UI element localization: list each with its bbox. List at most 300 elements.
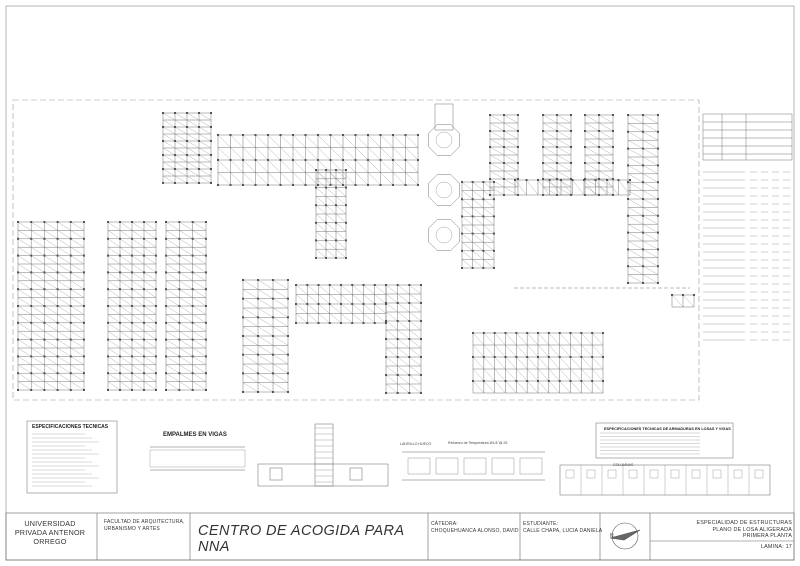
column-mark bbox=[549, 179, 551, 181]
column-mark bbox=[119, 255, 121, 257]
sheet-number: LAMINA: 17 bbox=[760, 544, 792, 550]
column-section-icon bbox=[650, 470, 658, 478]
slab-panel bbox=[671, 294, 695, 307]
hollow-brick bbox=[408, 458, 430, 474]
column-mark bbox=[461, 215, 463, 217]
column-mark bbox=[186, 126, 188, 128]
column-mark bbox=[325, 257, 327, 259]
column-mark bbox=[143, 271, 145, 273]
column-mark bbox=[155, 355, 157, 357]
inner-border bbox=[13, 100, 699, 400]
column-mark bbox=[472, 356, 474, 358]
column-mark bbox=[472, 332, 474, 334]
column-mark bbox=[43, 355, 45, 357]
column-mark bbox=[217, 184, 219, 186]
column-mark bbox=[43, 305, 45, 307]
column-mark bbox=[30, 355, 32, 357]
hollow-brick bbox=[436, 458, 458, 474]
column-mark bbox=[556, 162, 558, 164]
column-mark bbox=[483, 332, 485, 334]
column-mark bbox=[17, 255, 19, 257]
column-mark bbox=[119, 355, 121, 357]
column-mark bbox=[570, 380, 572, 382]
column-mark bbox=[178, 288, 180, 290]
column-mark bbox=[627, 215, 629, 217]
column-mark bbox=[385, 356, 387, 358]
column-mark bbox=[618, 179, 620, 181]
column-mark bbox=[165, 271, 167, 273]
column-mark bbox=[580, 356, 582, 358]
column-mark bbox=[192, 322, 194, 324]
column-mark bbox=[17, 372, 19, 374]
column-mark bbox=[192, 271, 194, 273]
catedra-label: CÁTEDRA: bbox=[431, 521, 458, 527]
slab-panel bbox=[162, 112, 212, 184]
column-mark bbox=[192, 389, 194, 391]
column-mark bbox=[257, 316, 259, 318]
column-mark bbox=[355, 159, 357, 161]
column-section-icon bbox=[755, 470, 763, 478]
column-mark bbox=[580, 332, 582, 334]
sheet-border bbox=[6, 6, 794, 560]
column-mark bbox=[517, 146, 519, 148]
column-mark bbox=[657, 215, 659, 217]
column-mark bbox=[267, 159, 269, 161]
column-mark bbox=[165, 288, 167, 290]
column-mark bbox=[205, 288, 207, 290]
column-mark bbox=[657, 164, 659, 166]
column-mark bbox=[397, 284, 399, 286]
column-mark bbox=[155, 288, 157, 290]
column-mark bbox=[408, 302, 410, 304]
column-mark bbox=[315, 257, 317, 259]
slab-panel bbox=[17, 221, 85, 391]
column-mark bbox=[315, 204, 317, 206]
specialty-block bbox=[656, 520, 792, 540]
column-mark bbox=[70, 238, 72, 240]
hollow-brick bbox=[520, 458, 542, 474]
column-mark bbox=[317, 134, 319, 136]
column-mark bbox=[305, 184, 307, 186]
column-mark bbox=[598, 162, 600, 164]
column-mark bbox=[330, 159, 332, 161]
column-mark bbox=[598, 146, 600, 148]
column-mark bbox=[178, 355, 180, 357]
column-mark bbox=[380, 184, 382, 186]
column-mark bbox=[629, 179, 631, 181]
column-mark bbox=[572, 179, 574, 181]
column-mark bbox=[342, 134, 344, 136]
university-name: UNIVERSIDAD PRIVADA ANTENOR ORREGO bbox=[14, 519, 86, 546]
column-mark bbox=[83, 372, 85, 374]
column-mark bbox=[143, 288, 145, 290]
column-mark bbox=[482, 267, 484, 269]
column-mark bbox=[192, 339, 194, 341]
column-mark bbox=[162, 126, 164, 128]
column-mark bbox=[420, 392, 422, 394]
column-mark bbox=[325, 222, 327, 224]
column-mark bbox=[257, 298, 259, 300]
column-mark bbox=[374, 322, 376, 324]
column-mark bbox=[155, 238, 157, 240]
column-mark bbox=[315, 169, 317, 171]
column-mark bbox=[318, 284, 320, 286]
column-mark bbox=[119, 322, 121, 324]
column-mark bbox=[143, 238, 145, 240]
column-mark bbox=[548, 332, 550, 334]
column-mark bbox=[242, 279, 244, 281]
column-mark bbox=[198, 168, 200, 170]
column-mark bbox=[257, 354, 259, 356]
column-mark bbox=[267, 134, 269, 136]
column-mark bbox=[17, 305, 19, 307]
column-mark bbox=[598, 178, 600, 180]
column-mark bbox=[295, 284, 297, 286]
column-mark bbox=[174, 112, 176, 114]
column-mark bbox=[612, 146, 614, 148]
column-mark bbox=[165, 389, 167, 391]
column-mark bbox=[380, 159, 382, 161]
column-mark bbox=[517, 114, 519, 116]
hollow-brick bbox=[464, 458, 486, 474]
column-mark bbox=[210, 168, 212, 170]
column-mark bbox=[537, 356, 539, 358]
column-mark bbox=[461, 250, 463, 252]
column-mark bbox=[155, 221, 157, 223]
column-mark bbox=[505, 332, 507, 334]
column-mark bbox=[355, 184, 357, 186]
column-mark bbox=[217, 134, 219, 136]
column-mark bbox=[318, 303, 320, 305]
column-mark bbox=[192, 305, 194, 307]
column-mark bbox=[143, 339, 145, 341]
column-mark bbox=[385, 320, 387, 322]
column-mark bbox=[385, 338, 387, 340]
column-mark bbox=[417, 159, 419, 161]
column-mark bbox=[242, 159, 244, 161]
column-mark bbox=[472, 250, 474, 252]
column-mark bbox=[43, 255, 45, 257]
column-mark bbox=[43, 238, 45, 240]
column-mark bbox=[397, 392, 399, 394]
column-mark bbox=[198, 154, 200, 156]
column-mark bbox=[280, 159, 282, 161]
column-mark bbox=[584, 114, 586, 116]
column-mark bbox=[287, 372, 289, 374]
column-mark bbox=[405, 184, 407, 186]
temp-rebar-label: Refuerzo de Temperatura Ø1/4"@.25 bbox=[448, 441, 508, 445]
column-mark bbox=[472, 198, 474, 200]
column-mark bbox=[257, 372, 259, 374]
column-mark bbox=[517, 162, 519, 164]
column-section-icon bbox=[629, 470, 637, 478]
column-mark bbox=[57, 355, 59, 357]
column-mark bbox=[570, 332, 572, 334]
column-mark bbox=[503, 114, 505, 116]
column-mark bbox=[392, 159, 394, 161]
column-mark bbox=[242, 354, 244, 356]
column-mark bbox=[57, 271, 59, 273]
column-mark bbox=[192, 238, 194, 240]
column-mark bbox=[165, 238, 167, 240]
column-mark bbox=[192, 288, 194, 290]
column-mark bbox=[17, 221, 19, 223]
column-mark bbox=[17, 271, 19, 273]
column-mark bbox=[642, 181, 644, 183]
column-mark bbox=[57, 238, 59, 240]
column-mark bbox=[143, 221, 145, 223]
column-mark bbox=[345, 222, 347, 224]
column-mark bbox=[693, 294, 695, 296]
column-mark bbox=[70, 271, 72, 273]
column-mark bbox=[317, 184, 319, 186]
column-mark bbox=[30, 271, 32, 273]
column-mark bbox=[186, 140, 188, 142]
column-mark bbox=[489, 194, 491, 196]
column-mark bbox=[503, 194, 505, 196]
column-mark bbox=[119, 288, 121, 290]
column-mark bbox=[272, 354, 274, 356]
column-mark bbox=[570, 130, 572, 132]
column-mark bbox=[178, 372, 180, 374]
column-mark bbox=[392, 134, 394, 136]
column-mark bbox=[598, 130, 600, 132]
column-mark bbox=[417, 134, 419, 136]
column-mark bbox=[671, 294, 673, 296]
hollow-brick bbox=[492, 458, 514, 474]
column-mark bbox=[306, 303, 308, 305]
stair-core bbox=[428, 219, 459, 250]
column-mark bbox=[472, 215, 474, 217]
column-mark bbox=[657, 114, 659, 116]
column-mark bbox=[205, 355, 207, 357]
column-mark bbox=[272, 316, 274, 318]
column-mark bbox=[483, 380, 485, 382]
column-mark bbox=[70, 255, 72, 257]
column-mark bbox=[83, 238, 85, 240]
column-mark bbox=[560, 179, 562, 181]
column-mark bbox=[503, 162, 505, 164]
column-mark bbox=[329, 322, 331, 324]
column-mark bbox=[325, 169, 327, 171]
column-mark bbox=[345, 169, 347, 171]
student-value: CALLE CHAPA, LUCIA DANIELA bbox=[523, 527, 603, 534]
column-mark bbox=[657, 181, 659, 183]
column-mark bbox=[606, 179, 608, 181]
column-mark bbox=[83, 389, 85, 391]
column-mark bbox=[329, 284, 331, 286]
column-mark bbox=[119, 238, 121, 240]
column-section-icon bbox=[713, 470, 721, 478]
column-mark bbox=[345, 239, 347, 241]
column-mark bbox=[205, 238, 207, 240]
column-mark bbox=[178, 305, 180, 307]
column-mark bbox=[162, 182, 164, 184]
column-mark bbox=[143, 305, 145, 307]
column-mark bbox=[472, 267, 474, 269]
specs-right-title: ESPECIFICACIONES TECNICAS DE ARMADURAS EN LOSAS Y VIGAS bbox=[604, 427, 731, 431]
column-mark bbox=[595, 179, 597, 181]
column-mark bbox=[584, 130, 586, 132]
column-mark bbox=[627, 114, 629, 116]
column-mark bbox=[342, 159, 344, 161]
column-mark bbox=[230, 184, 232, 186]
column-mark bbox=[174, 140, 176, 142]
column-mark bbox=[119, 221, 121, 223]
column-mark bbox=[280, 184, 282, 186]
column-mark bbox=[351, 284, 353, 286]
column-mark bbox=[542, 114, 544, 116]
faculty-name: FACULTAD DE ARQUITECTURA, URBANISMO Y ARTES bbox=[104, 519, 185, 532]
column-mark bbox=[155, 255, 157, 257]
column-mark bbox=[482, 233, 484, 235]
column-mark bbox=[287, 279, 289, 281]
catedra-value: CHOQUEHUANCA ALONSO, DAVID bbox=[431, 527, 519, 534]
column-mark bbox=[57, 372, 59, 374]
column-mark bbox=[472, 233, 474, 235]
column-mark bbox=[230, 134, 232, 136]
column-mark bbox=[542, 162, 544, 164]
column-mark bbox=[363, 303, 365, 305]
column-mark bbox=[306, 322, 308, 324]
column-mark bbox=[351, 322, 353, 324]
column-mark bbox=[295, 303, 297, 305]
column-mark bbox=[70, 339, 72, 341]
column-mark bbox=[30, 238, 32, 240]
column-mark bbox=[242, 335, 244, 337]
column-table-title: COLUMNAS bbox=[613, 463, 634, 467]
column-mark bbox=[257, 335, 259, 337]
column-mark bbox=[583, 179, 585, 181]
column-mark bbox=[642, 232, 644, 234]
column-mark bbox=[155, 322, 157, 324]
column-mark bbox=[325, 239, 327, 241]
floor-name: PRIMERA PLANTA bbox=[742, 533, 792, 540]
column-mark bbox=[591, 380, 593, 382]
column-mark bbox=[642, 114, 644, 116]
column-mark bbox=[642, 148, 644, 150]
column-mark bbox=[367, 184, 369, 186]
column-section-icon bbox=[692, 470, 700, 478]
column-mark bbox=[420, 338, 422, 340]
column-mark bbox=[287, 335, 289, 337]
column-mark bbox=[83, 288, 85, 290]
column-mark bbox=[131, 238, 133, 240]
slab-panel bbox=[165, 221, 207, 391]
column-mark bbox=[255, 184, 257, 186]
column-mark bbox=[367, 159, 369, 161]
column-mark bbox=[17, 238, 19, 240]
column-mark bbox=[230, 159, 232, 161]
column-mark bbox=[119, 389, 121, 391]
column-mark bbox=[107, 305, 109, 307]
column-mark bbox=[143, 372, 145, 374]
column-mark bbox=[570, 114, 572, 116]
column-mark bbox=[482, 250, 484, 252]
column-mark bbox=[287, 298, 289, 300]
column-mark bbox=[514, 179, 516, 181]
column-mark bbox=[385, 302, 387, 304]
column-mark bbox=[205, 322, 207, 324]
column-mark bbox=[537, 332, 539, 334]
column-mark bbox=[131, 288, 133, 290]
column-mark bbox=[584, 162, 586, 164]
column-mark bbox=[119, 271, 121, 273]
column-mark bbox=[517, 178, 519, 180]
column-mark bbox=[612, 178, 614, 180]
specs-left-box bbox=[27, 421, 117, 493]
column-mark bbox=[335, 222, 337, 224]
column-mark bbox=[602, 356, 604, 358]
column-mark bbox=[70, 372, 72, 374]
catedra-block bbox=[431, 521, 519, 534]
column-mark bbox=[292, 134, 294, 136]
column-mark bbox=[119, 305, 121, 307]
column-mark bbox=[515, 380, 517, 382]
column-mark bbox=[345, 257, 347, 259]
stair-core bbox=[435, 104, 453, 130]
column-mark bbox=[30, 305, 32, 307]
column-mark bbox=[287, 316, 289, 318]
column-mark bbox=[315, 222, 317, 224]
column-mark bbox=[43, 339, 45, 341]
column-mark bbox=[405, 159, 407, 161]
column-mark bbox=[162, 140, 164, 142]
column-mark bbox=[83, 339, 85, 341]
column-mark bbox=[186, 112, 188, 114]
column-mark bbox=[374, 284, 376, 286]
column-mark bbox=[559, 356, 561, 358]
column-mark bbox=[657, 232, 659, 234]
column-mark bbox=[178, 389, 180, 391]
column-mark bbox=[542, 146, 544, 148]
column-mark bbox=[420, 374, 422, 376]
column-mark bbox=[70, 389, 72, 391]
column-mark bbox=[559, 332, 561, 334]
slab-panel bbox=[385, 284, 422, 394]
column-mark bbox=[493, 250, 495, 252]
column-mark bbox=[131, 372, 133, 374]
column-mark bbox=[580, 380, 582, 382]
column-mark bbox=[397, 338, 399, 340]
column-mark bbox=[556, 178, 558, 180]
column-mark bbox=[43, 221, 45, 223]
column-mark bbox=[131, 255, 133, 257]
column-mark bbox=[178, 238, 180, 240]
column-mark bbox=[178, 255, 180, 257]
column-mark bbox=[30, 339, 32, 341]
column-mark bbox=[57, 339, 59, 341]
column-mark bbox=[17, 322, 19, 324]
column-mark bbox=[198, 126, 200, 128]
slab-panel bbox=[107, 221, 157, 391]
column-mark bbox=[503, 146, 505, 148]
column-mark bbox=[295, 322, 297, 324]
column-mark bbox=[556, 146, 558, 148]
column-mark bbox=[162, 112, 164, 114]
column-mark bbox=[489, 162, 491, 164]
column-mark bbox=[119, 372, 121, 374]
column-mark bbox=[340, 303, 342, 305]
column-mark bbox=[537, 179, 539, 181]
column-mark bbox=[503, 178, 505, 180]
column-mark bbox=[83, 322, 85, 324]
column-mark bbox=[272, 298, 274, 300]
column-section-icon bbox=[608, 470, 616, 478]
column-mark bbox=[612, 114, 614, 116]
column-mark bbox=[537, 380, 539, 382]
column-mark bbox=[493, 233, 495, 235]
